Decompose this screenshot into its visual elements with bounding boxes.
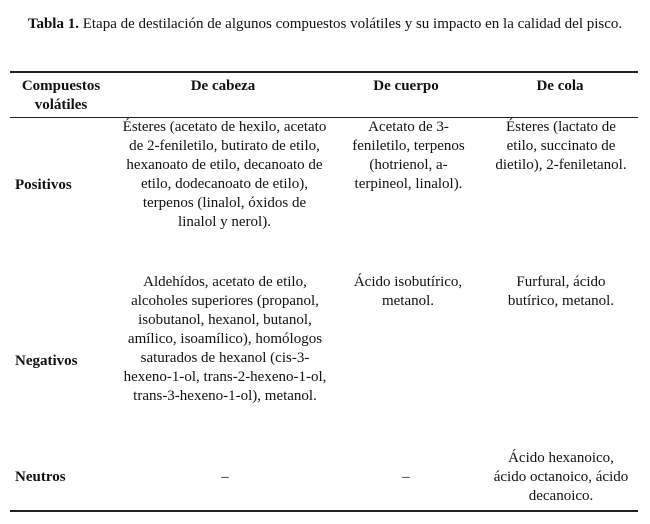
header-cuerpo: De cuerpo [373, 78, 439, 94]
cell-neutros-cabeza: – [221, 469, 229, 485]
table-caption [20, 14, 630, 34]
cell-negativos-cuerpo: Ácido isobutírico, metanol. [353, 274, 463, 309]
bottom-rule [10, 510, 638, 512]
cell-neutros-cola: Ácido hexanoico, ácido octanoico, ácido decanoico. [493, 450, 629, 504]
row-label-positivos: Positivos [15, 177, 72, 193]
header-cola: De cola [536, 78, 584, 94]
cell-neutros-cuerpo: – [402, 469, 410, 485]
cell-positivos-cuerpo: Acetato de 3-feniletilo, terpenos (hotrienol, a-terpineol, linalol). [352, 119, 465, 192]
top-rule [10, 71, 638, 73]
caption-text: Etapa de destilación de algunos compuestos volátiles y su impacto en la calidad del pisco. [78, 16, 623, 32]
caption-label: Tabla 1. [27, 16, 79, 32]
cell-negativos-cabeza: Aldehídos, acetato de etilo, alcoholes superiores (propanol, isobutanol, hexanol, butanol, amílico, isoamílico), homólogos saturados de hexanol (cis-3-hexeno-1-ol, trans-2-hexeno-1-ol, trans-3-hexeno-1-ol), metanol. [123, 274, 327, 404]
header-compuestos: Compuestos volátiles [21, 78, 101, 113]
cell-positivos-cabeza: Ésteres (acetato de hexilo, acetato de 2-feniletilo, butirato de etilo, hexanoato de etilo, decanoato de etilo, dodecanoato de etilo), terpenos (linalol, óxidos de linalol y nerol). [122, 119, 327, 230]
row-label-neutros: Neutros [15, 469, 66, 485]
cell-positivos-cola: Ésteres (lactato de etilo, succinato de dietilo), 2-feniletanol. [495, 119, 627, 173]
row-label-negativos: Negativos [15, 353, 78, 369]
header-cabeza: De cabeza [190, 78, 256, 94]
cell-negativos-cola: Furfural, ácido butírico, metanol. [507, 274, 615, 309]
